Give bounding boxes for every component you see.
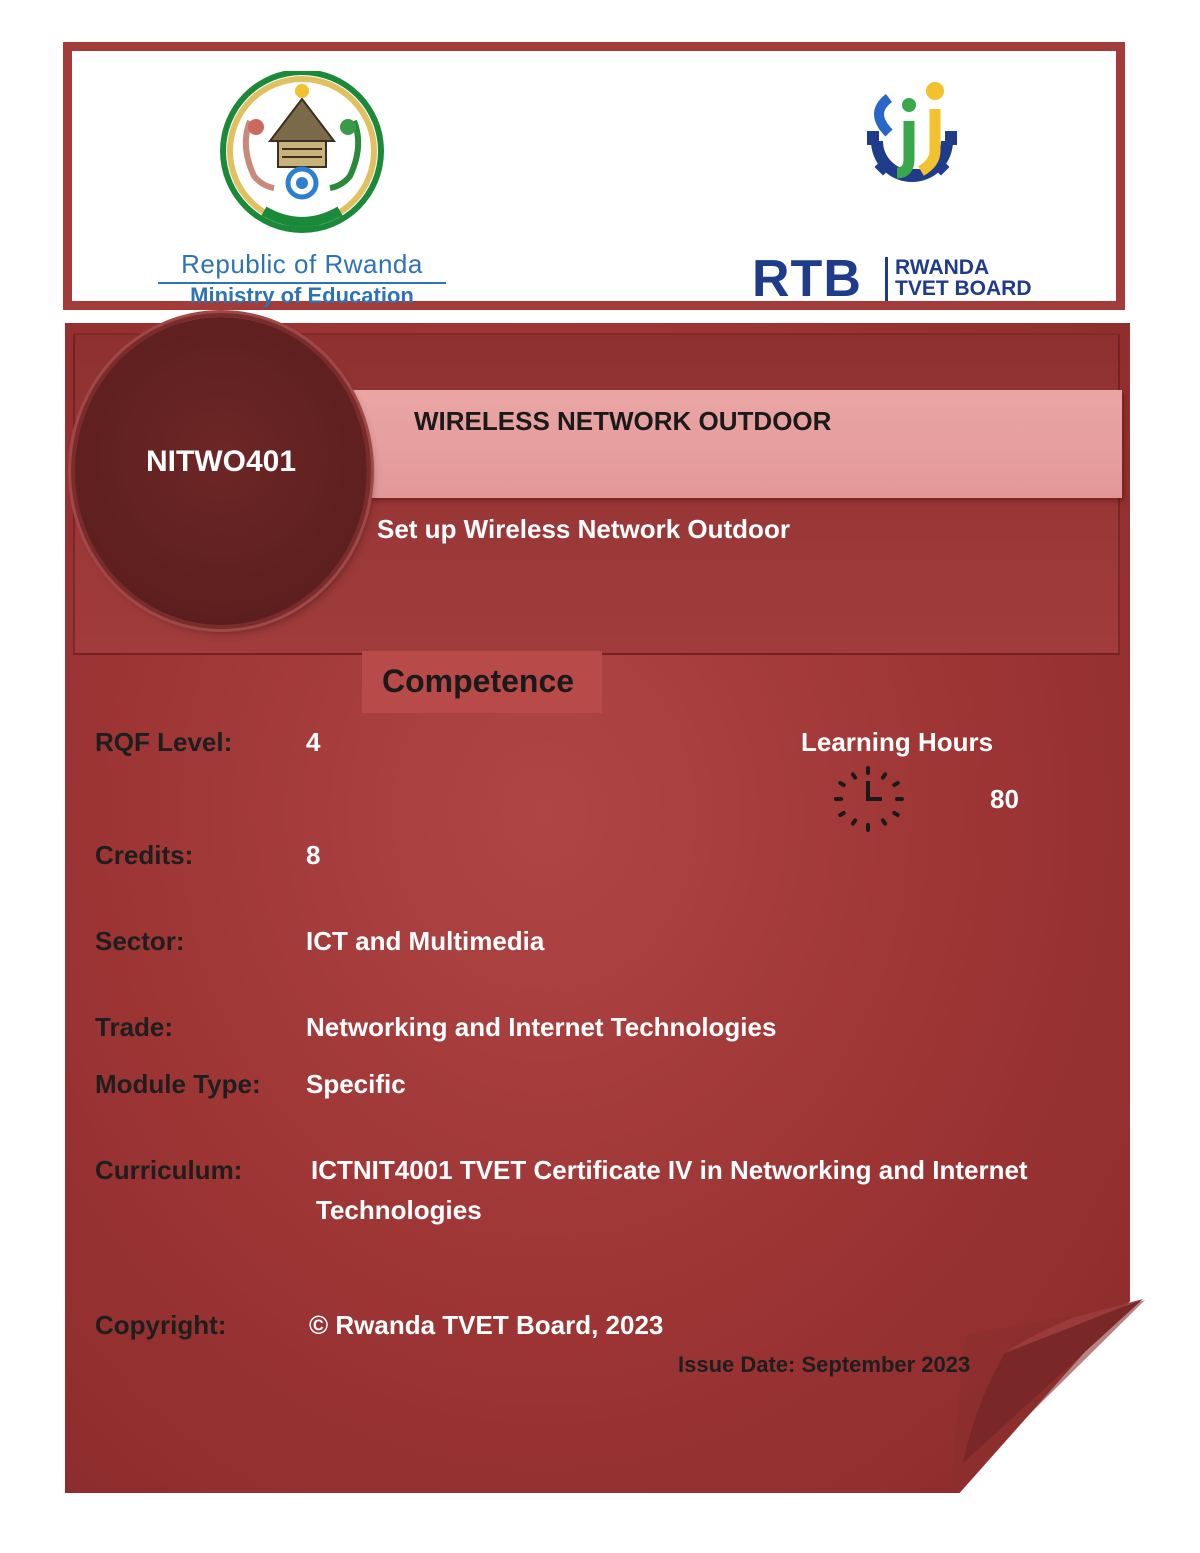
- learning-hours-label: Learning Hours: [801, 727, 994, 757]
- rtb-gear-icon: [837, 81, 977, 231]
- rqf-level-value: 4: [306, 727, 321, 757]
- rtb-name-line1: RWANDA: [895, 256, 990, 279]
- module-code: NITWO401: [145, 445, 297, 478]
- clock-icon: [832, 764, 906, 834]
- curriculum-value-line1: ICTNIT4001 TVET Certificate IV in Networking and Internet: [311, 1155, 1028, 1185]
- ministry-of-education-text: Ministry of Education: [190, 283, 414, 308]
- module-type-label: Module Type:: [95, 1069, 261, 1099]
- module-type-value: Specific: [306, 1069, 406, 1099]
- sector-value: ICT and Multimedia: [306, 926, 545, 956]
- rqf-level-label: RQF Level:: [95, 727, 233, 757]
- page-curl-decoration: [945, 1295, 1150, 1495]
- ministry-logo: [152, 71, 452, 308]
- rtb-name-line2: TVET BOARD: [895, 277, 1032, 300]
- copyright-value: © Rwanda TVET Board, 2023: [309, 1310, 664, 1340]
- sector-label: Sector:: [95, 926, 185, 956]
- competence-label: Competence: [382, 663, 575, 699]
- module-title-banner: [352, 390, 1122, 498]
- credits-value: 8: [306, 840, 321, 870]
- curriculum-value-line2: Technologies: [316, 1195, 482, 1225]
- module-title: WIRELESS NETWORK OUTDOOR: [414, 406, 832, 436]
- republic-of-rwanda-text: Republic of Rwanda: [181, 249, 423, 279]
- credits-label: Credits:: [95, 840, 194, 870]
- learning-hours-value: 80: [990, 784, 1019, 814]
- rtb-divider: [885, 257, 888, 301]
- curriculum-label: Curriculum:: [95, 1155, 243, 1185]
- header-logos-frame: [63, 42, 1125, 310]
- copyright-label: Copyright:: [95, 1310, 227, 1340]
- competence-box: [362, 651, 602, 713]
- trade-value: Networking and Internet Technologies: [306, 1012, 777, 1042]
- rwanda-emblem-icon: [152, 71, 452, 246]
- module-code-badge: [75, 317, 367, 625]
- issue-date: Issue Date: September 2023: [678, 1352, 971, 1377]
- trade-label: Trade:: [95, 1012, 174, 1042]
- rtb-logo: [747, 81, 1077, 308]
- rtb-name: [895, 257, 1032, 299]
- module-subtitle: Set up Wireless Network Outdoor: [377, 514, 790, 544]
- rtb-acronym: RTB: [752, 250, 862, 308]
